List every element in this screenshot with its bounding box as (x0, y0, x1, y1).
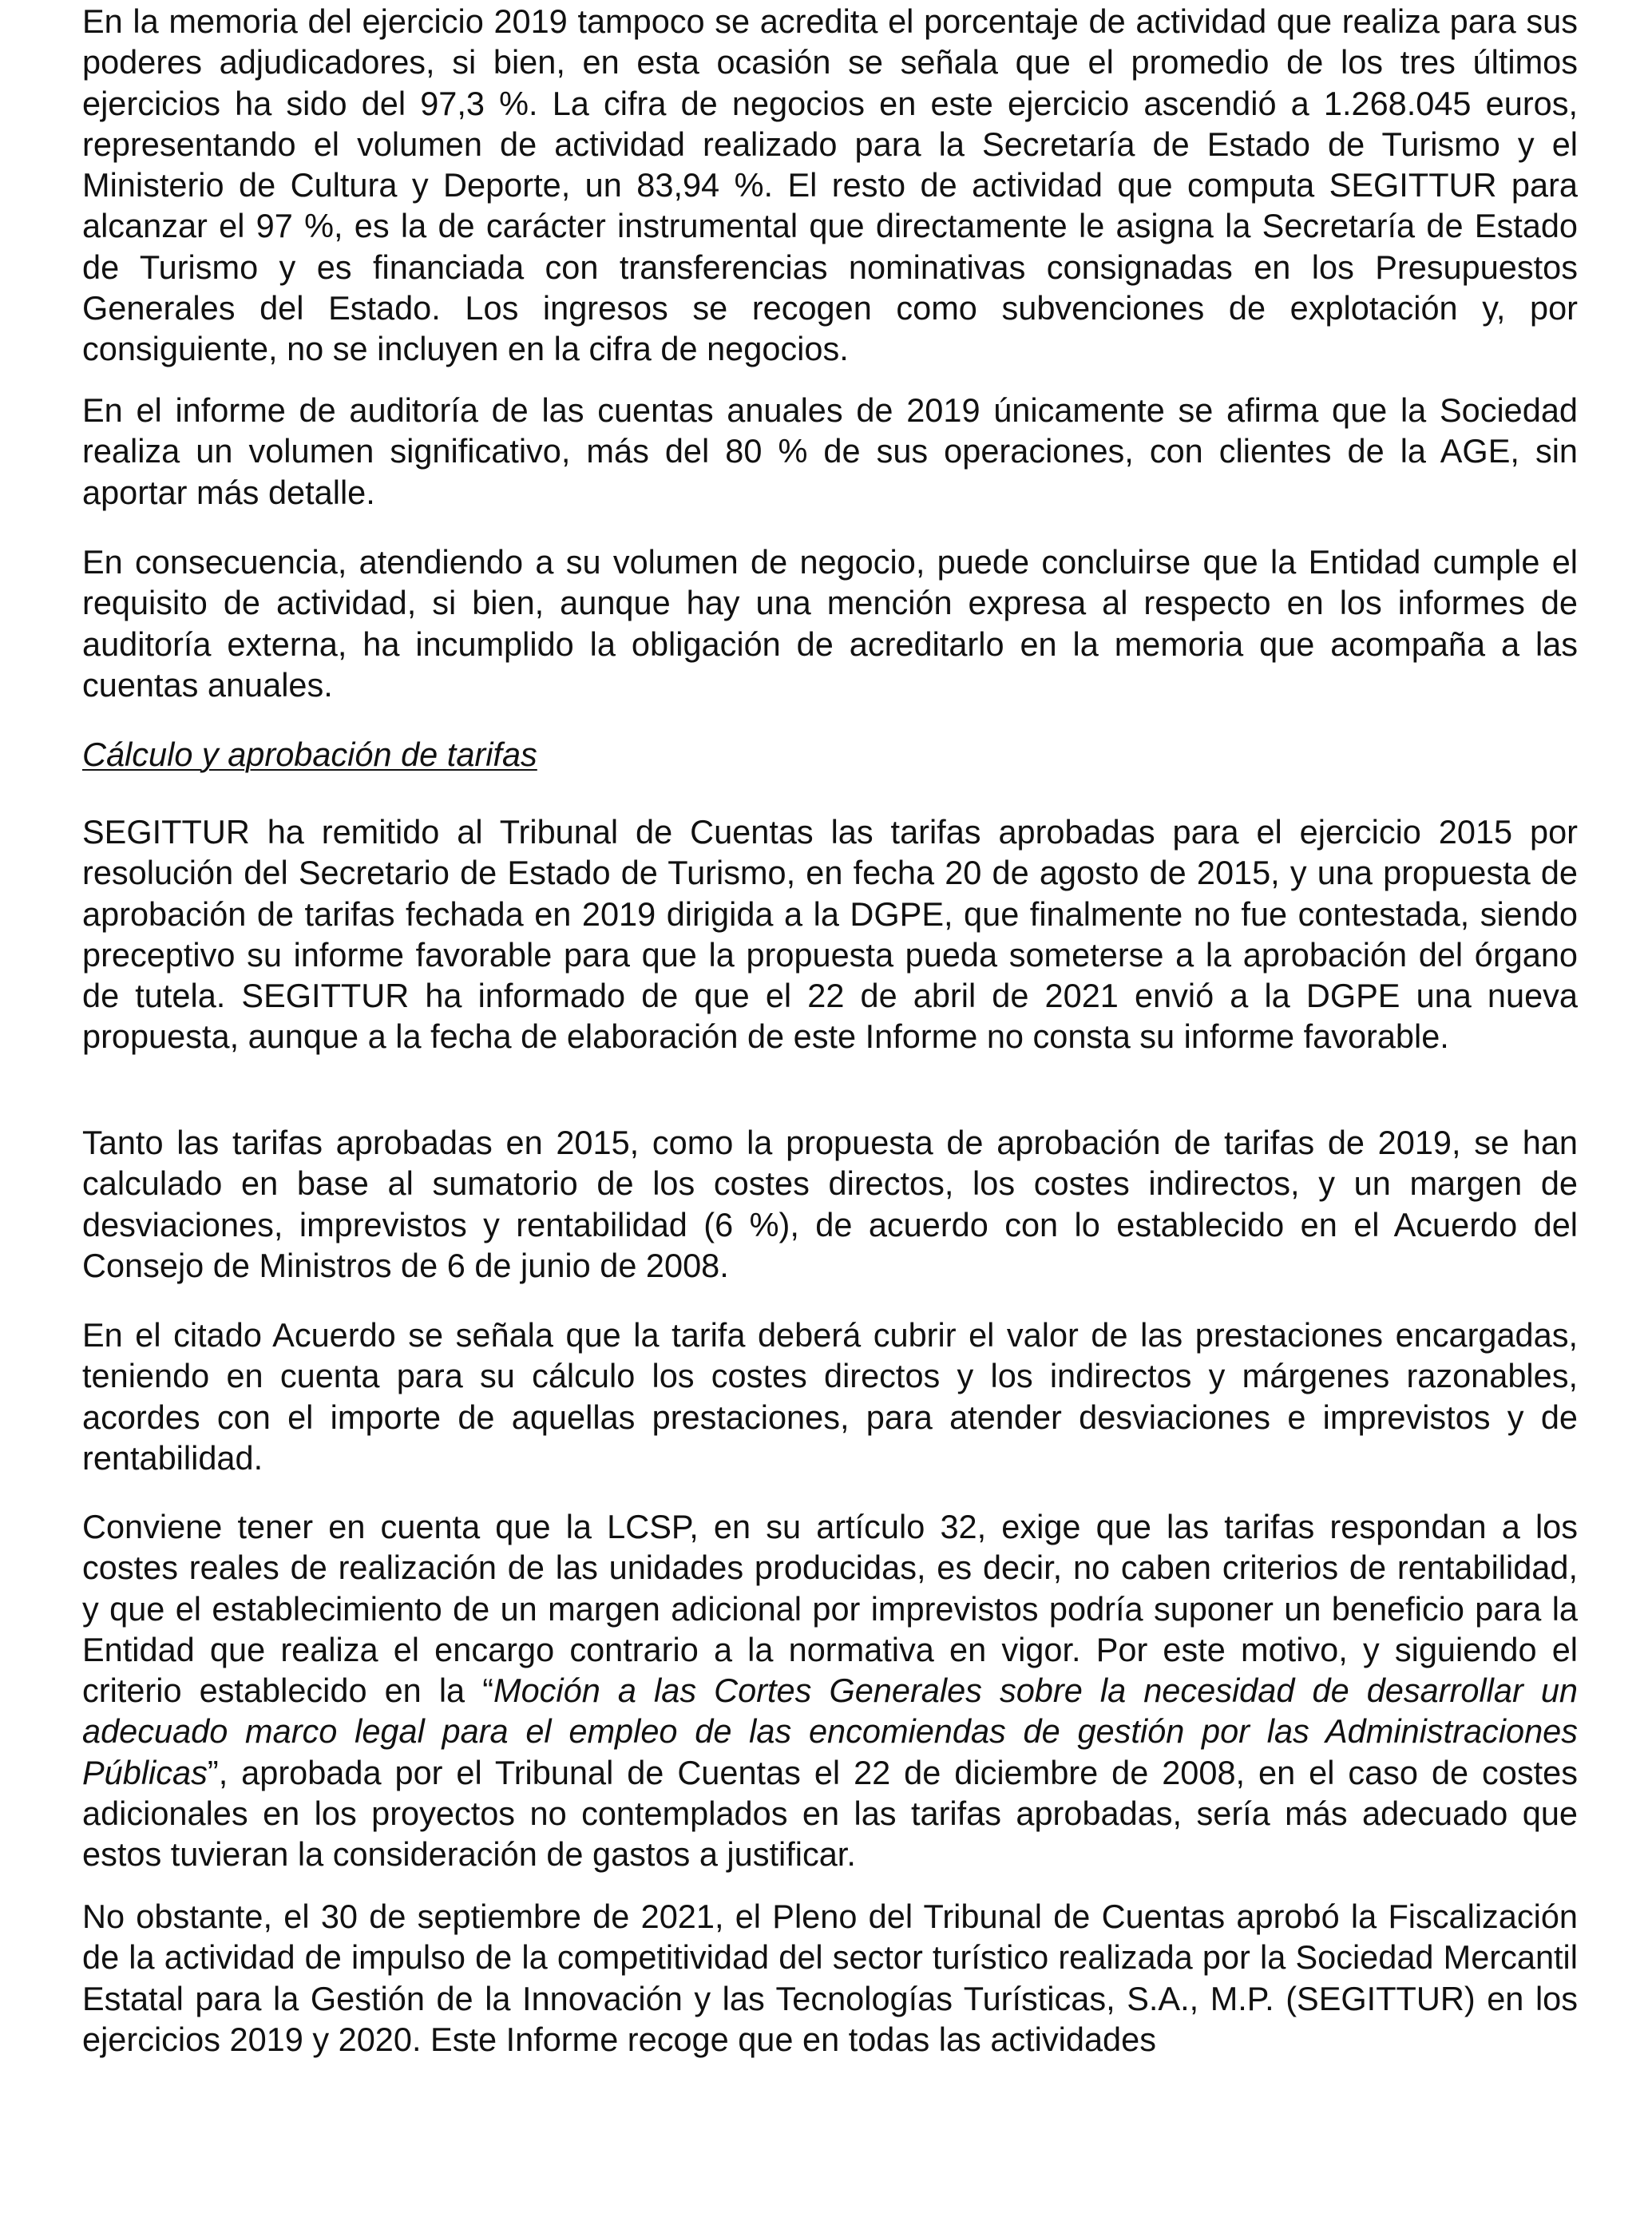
section-heading-text: Cálculo y aprobación de tarifas (82, 736, 537, 773)
paragraph-lcsp-text-start: Conviene tener en cuenta que la LCSP, en su artículo 32, exige que las tarifas respondan a los costes reales de realización de las unidades producidas, es decir, no caben criterios de rentabilidad, y que el establecimiento de un margen adicional por imprevistos podría suponer un beneficio para la Entidad que realiza el encargo contrario a la normativa en vigor. Por este motivo, y siguiendo el criterio establecido en la “ (82, 1508, 1578, 1710)
paragraph-conclusion: En consecuencia, atendiendo a su volumen de negocio, puede concluirse que la Entidad cumple el requisito de actividad, si bien, aunque hay una mención expresa al respecto en los informes de auditoría externa, ha incumplido la obligación de acreditarlo en la memoria que acompaña a las cuentas anuales. (82, 543, 1578, 704)
paragraph-lcsp-text-end: ”, aprobada por el Tribunal de Cuentas el 22 de diciembre de 2008, en el caso de costes adicionales en los proyectos no contemplados en las tarifas aprobadas, sería más adecuado que estos tuvieran la consideración de gastos a justificar. (82, 1753, 1578, 1874)
paragraph-audit-report: En el informe de auditoría de las cuentas anuales de 2019 únicamente se afirma que la Sociedad realiza un volumen significativo, más del 80 % de sus operaciones, con clientes de la AGE, sin aportar más detalle. (82, 391, 1578, 511)
paragraph-activity-percentage: En la memoria del ejercicio 2019 tampoco se acredita el porcentaje de actividad que realiza para sus poderes adjudicadores, si bien, en esta ocasión se señala que el promedio de los tres últimos ejercicios ha sido del 97,3 %. La cifra de negocios en este ejercicio ascendió a 1.268.045 euros, representando el volumen de actividad realizado para la Secretaría de Estado de Turismo y el Ministerio de Cultura y Deporte, un 83,94 %. El resto de actividad que computa SEGITTUR para alcanzar el 97 %, es la de carácter instrumental que directamente le asigna la Secretaría de Estado de Turismo y es financiada con transferencias nominativas consignadas en los Presupuestos Generales del Estado. Los ingresos se recogen como subvenciones de explotación y, por consiguiente, no se incluyen en la cifra de negocios. (82, 2, 1578, 368)
paragraph-lcsp (82, 1506, 1578, 1875)
paragraph-tariff-calculation: Tanto las tarifas aprobadas en 2015, como la propuesta de aprobación de tarifas de 2019, se han calculado en base al sumatorio de los costes directos, los costes indirectos, y un margen de desviaciones, imprevistos y rentabilidad (6 %), de acuerdo con lo establecido en el Acuerdo del Consejo de Ministros de 6 de junio de 2008. (82, 1124, 1578, 1284)
paragraph-tariffs-submitted: SEGITTUR ha remitido al Tribunal de Cuentas las tarifas aprobadas para el ejercicio 2015 por resolución del Secretario de Estado de Turismo, en fecha 20 de agosto de 2015, y una propuesta de aprobación de tarifas fechada en 2019 dirigida a la DGPE, que finalmente no fue contestada, siendo preceptivo su informe favorable para que la propuesta pueda someterse a la aprobación del órgano de tutela. SEGITTUR ha informado de que el 22 de abril de 2021 envió a la DGPE una nueva propuesta, aunque a la fecha de elaboración de este Informe no consta su informe favorable. (82, 813, 1578, 1056)
section-heading-tariffs (82, 734, 1578, 775)
paragraph-lcsp-motion-title: Moción a las Cortes Generales sobre la necesidad de desarrollar un adecuado marco legal para el empleo de las encomiendas de gestión por las Administraciones Públicas (82, 1672, 1578, 1791)
paragraph-plenary-approval: No obstante, el 30 de septiembre de 2021, el Pleno del Tribunal de Cuentas aprobó la Fiscalización de la actividad de impulso de la competitividad del sector turístico realizada por la Sociedad Mercantil Estatal para la Gestión de la Innovación y las Tecnologías Turísticas, S.A., M.P. (SEGITTUR) en los ejercicios 2019 y 2020. Este Informe recoge que en todas las actividades (82, 1898, 1578, 2058)
paragraph-agreement: En el citado Acuerdo se señala que la tarifa deberá cubrir el valor de las prestaciones encargadas, teniendo en cuenta para su cálculo los costes directos y los indirectos y márgenes razonables, acordes con el importe de aquellas prestaciones, para atender desviaciones e imprevistos y de rentabilidad. (82, 1316, 1578, 1477)
